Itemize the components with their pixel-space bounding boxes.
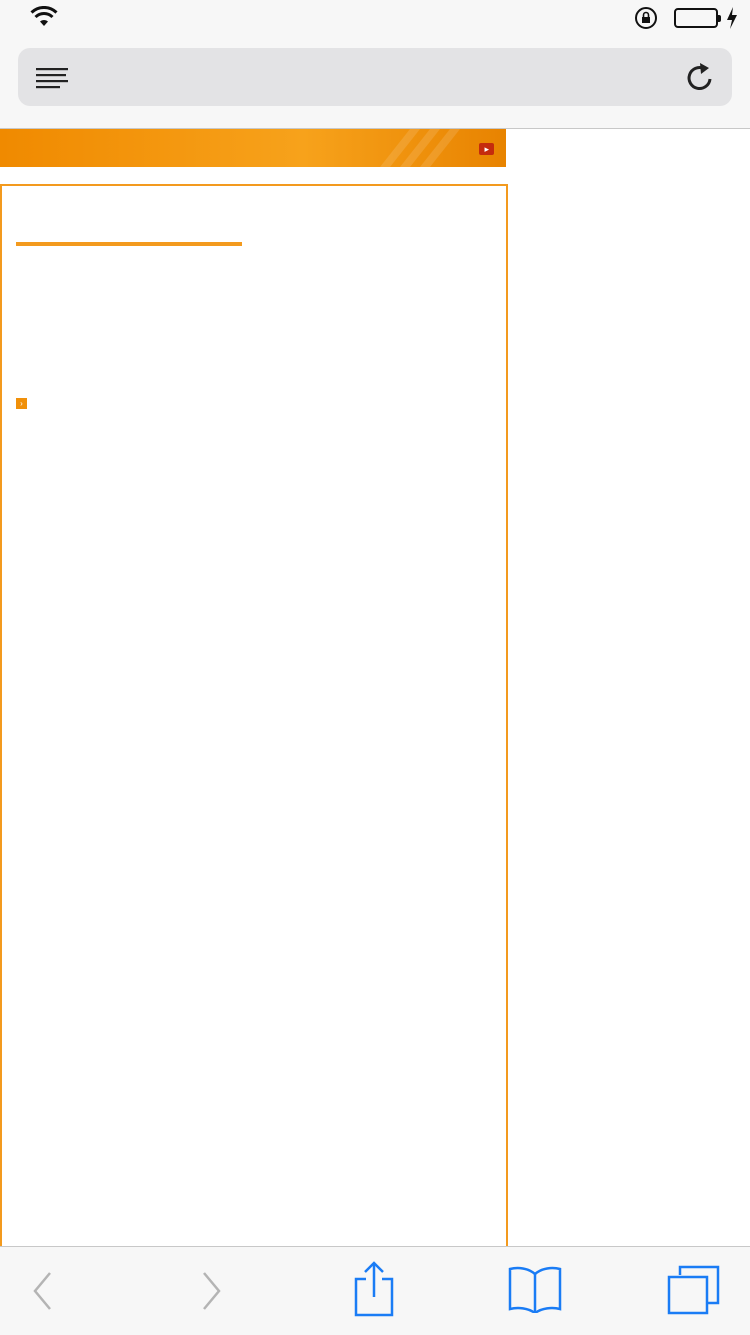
bookmarks-icon[interactable] [508,1265,562,1313]
back-icon[interactable] [30,1269,56,1313]
header-stripes [0,129,506,167]
share-icon[interactable] [353,1261,395,1317]
close-button[interactable]: ▸ [479,143,494,155]
popup-header [0,129,506,167]
charging-icon [726,7,738,29]
status-right [634,6,738,30]
carrier-area [12,6,58,28]
web-page [0,129,750,1246]
tabs-icon[interactable] [666,1265,720,1315]
rotation-lock-icon [634,6,658,30]
reload-icon[interactable] [684,60,716,94]
class-info-table [16,242,242,246]
address-bar[interactable] [18,48,732,106]
browser-header [0,40,750,129]
forward-icon[interactable] [198,1269,224,1313]
browser-toolbar [0,1246,750,1335]
reader-menu-icon[interactable] [36,67,68,89]
arrow-icon: › [16,398,27,409]
correction-heading [16,398,32,409]
rating-chart [266,266,498,382]
status-bar [0,0,750,40]
battery-icon [674,8,718,28]
wifi-icon [30,6,58,28]
feedback-panel [0,184,508,1246]
